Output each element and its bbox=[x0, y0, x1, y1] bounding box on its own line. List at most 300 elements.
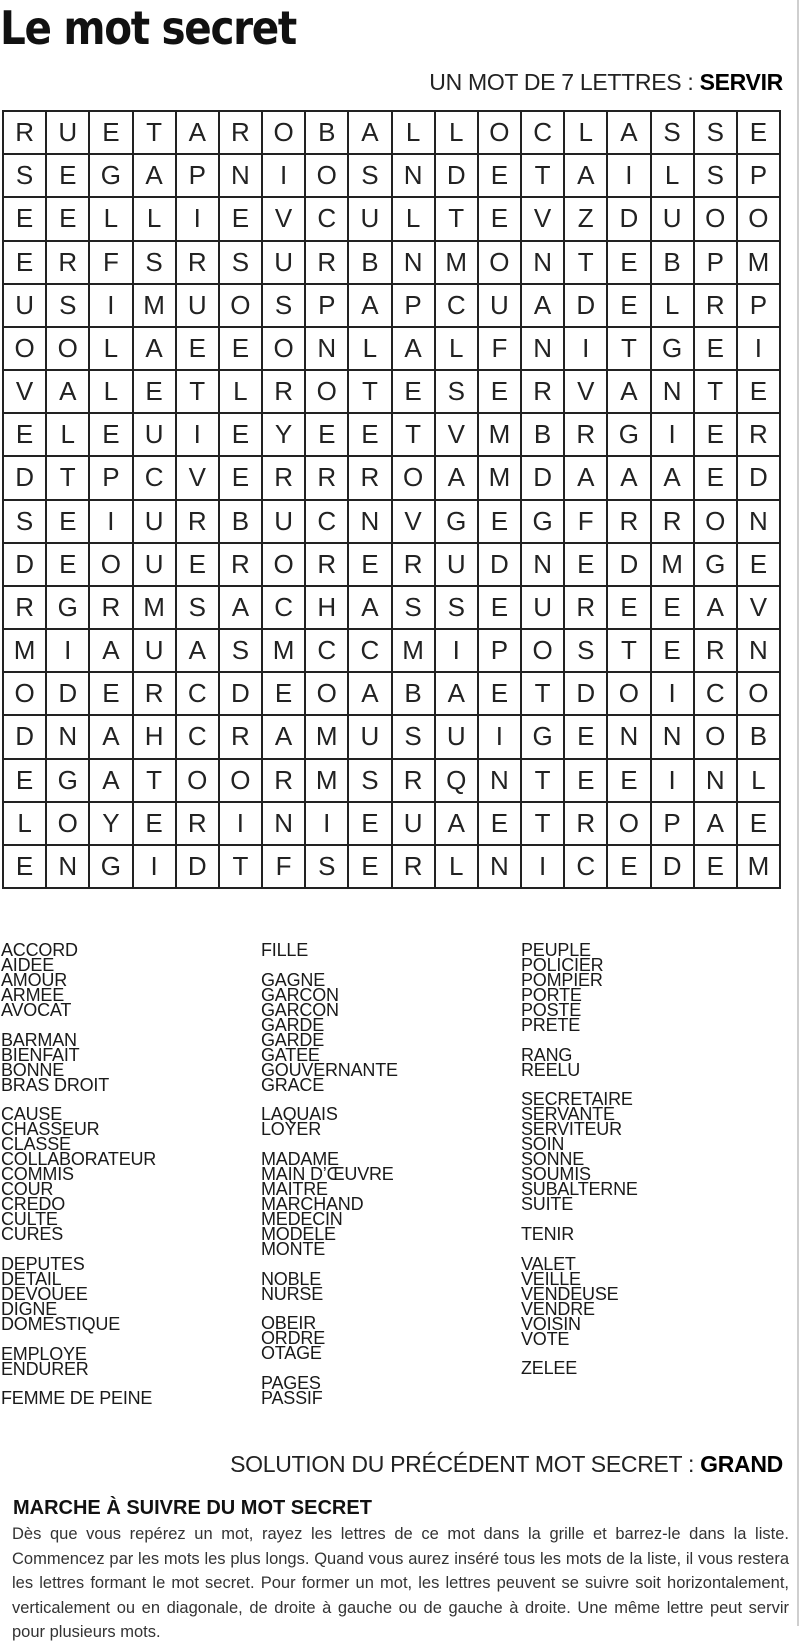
word-list-item[interactable]: PORTE bbox=[521, 985, 582, 1005]
word-list-item[interactable]: FEMME DE PEINE bbox=[1, 1388, 153, 1409]
grid-cell[interactable]: A bbox=[177, 630, 220, 673]
word-list-item[interactable]: VALET bbox=[521, 1253, 576, 1274]
grid-cell[interactable]: G bbox=[90, 846, 133, 889]
word-list-item[interactable]: DEPUTES bbox=[1, 1254, 85, 1275]
word-list-item[interactable]: LOYER bbox=[261, 1119, 322, 1140]
grid-cell[interactable]: Z bbox=[565, 198, 608, 241]
grid-cell[interactable]: I bbox=[90, 285, 133, 328]
grid-cell[interactable]: I bbox=[177, 414, 220, 457]
grid-cell[interactable]: P bbox=[306, 285, 349, 328]
word-list-item[interactable]: SERVITEUR bbox=[521, 1119, 622, 1140]
word-list-item[interactable]: GARDE bbox=[261, 1029, 325, 1050]
grid-cell[interactable]: E bbox=[652, 587, 695, 630]
grid-cell[interactable]: T bbox=[220, 846, 263, 889]
grid-cell[interactable]: L bbox=[436, 846, 479, 889]
grid-cell[interactable]: M bbox=[263, 630, 306, 673]
grid-cell[interactable]: M bbox=[479, 457, 522, 500]
grid-cell[interactable]: G bbox=[47, 587, 90, 630]
grid-cell[interactable]: L bbox=[134, 198, 177, 241]
grid-cell[interactable]: I bbox=[436, 630, 479, 673]
grid-cell[interactable]: I bbox=[90, 501, 133, 544]
grid-cell[interactable]: H bbox=[306, 587, 349, 630]
word-list-item[interactable]: ZELEE bbox=[521, 1358, 578, 1379]
grid-cell[interactable]: B bbox=[306, 112, 349, 155]
grid-cell[interactable]: E bbox=[695, 846, 738, 889]
grid-cell[interactable]: O bbox=[479, 242, 522, 285]
grid-cell[interactable]: E bbox=[263, 673, 306, 716]
grid-cell[interactable]: E bbox=[565, 760, 608, 803]
grid-cell[interactable]: O bbox=[522, 630, 565, 673]
grid-cell[interactable]: S bbox=[393, 587, 436, 630]
grid-cell[interactable]: R bbox=[220, 112, 263, 155]
grid-cell[interactable]: L bbox=[393, 198, 436, 241]
grid-cell[interactable]: G bbox=[436, 501, 479, 544]
grid-cell[interactable]: B bbox=[738, 716, 781, 759]
grid-cell[interactable]: R bbox=[4, 112, 47, 155]
grid-cell[interactable]: N bbox=[220, 155, 263, 198]
grid-cell[interactable]: R bbox=[263, 457, 306, 500]
grid-cell[interactable]: D bbox=[177, 846, 220, 889]
word-list-item[interactable]: ORDRE bbox=[261, 1328, 326, 1349]
grid-cell[interactable]: N bbox=[349, 501, 392, 544]
grid-cell[interactable]: I bbox=[47, 630, 90, 673]
grid-cell[interactable]: A bbox=[695, 803, 738, 846]
grid-cell[interactable]: E bbox=[349, 544, 392, 587]
grid-cell[interactable]: F bbox=[90, 242, 133, 285]
grid-cell[interactable]: Y bbox=[263, 414, 306, 457]
grid-cell[interactable]: U bbox=[134, 630, 177, 673]
word-list-item[interactable]: CHASSEUR bbox=[1, 1119, 100, 1140]
word-list-item[interactable]: MARCHAND bbox=[261, 1194, 364, 1215]
word-list-item[interactable]: VEILLE bbox=[521, 1268, 581, 1289]
grid-cell[interactable]: N bbox=[47, 716, 90, 759]
grid-cell[interactable]: A bbox=[349, 587, 392, 630]
grid-cell[interactable]: D bbox=[522, 457, 565, 500]
grid-cell[interactable]: D bbox=[608, 544, 651, 587]
grid-cell[interactable]: R bbox=[177, 803, 220, 846]
grid-cell[interactable]: H bbox=[134, 716, 177, 759]
grid-cell[interactable]: R bbox=[393, 544, 436, 587]
grid-cell[interactable]: G bbox=[695, 544, 738, 587]
grid-cell[interactable]: E bbox=[479, 155, 522, 198]
grid-cell[interactable]: S bbox=[436, 587, 479, 630]
word-list-item[interactable]: LAQUAIS bbox=[261, 1104, 338, 1125]
grid-cell[interactable]: E bbox=[47, 501, 90, 544]
word-list-item[interactable]: GARCON bbox=[261, 999, 339, 1020]
grid-cell[interactable]: S bbox=[695, 155, 738, 198]
grid-cell[interactable]: I bbox=[565, 328, 608, 371]
grid-cell[interactable]: S bbox=[306, 846, 349, 889]
grid-cell[interactable]: R bbox=[220, 544, 263, 587]
grid-cell[interactable]: S bbox=[177, 587, 220, 630]
word-list-item[interactable]: VOTE bbox=[521, 1328, 570, 1349]
grid-cell[interactable]: A bbox=[565, 457, 608, 500]
grid-cell[interactable]: O bbox=[738, 198, 781, 241]
grid-cell[interactable]: E bbox=[134, 371, 177, 414]
grid-cell[interactable]: N bbox=[522, 544, 565, 587]
grid-cell[interactable]: M bbox=[652, 544, 695, 587]
grid-cell[interactable]: M bbox=[393, 630, 436, 673]
grid-cell[interactable]: O bbox=[263, 112, 306, 155]
grid-cell[interactable]: E bbox=[177, 544, 220, 587]
grid-cell[interactable]: T bbox=[134, 112, 177, 155]
word-list-item[interactable]: CLASSE bbox=[1, 1134, 71, 1155]
word-list-item[interactable]: POSTE bbox=[521, 1000, 582, 1020]
grid-cell[interactable]: V bbox=[738, 587, 781, 630]
grid-cell[interactable]: E bbox=[608, 285, 651, 328]
grid-cell[interactable]: D bbox=[4, 544, 47, 587]
grid-cell[interactable]: R bbox=[90, 587, 133, 630]
word-list-item[interactable]: TENIR bbox=[521, 1224, 575, 1245]
grid-cell[interactable]: A bbox=[565, 155, 608, 198]
grid-cell[interactable]: M bbox=[436, 242, 479, 285]
grid-cell[interactable]: A bbox=[90, 630, 133, 673]
grid-cell[interactable]: N bbox=[738, 630, 781, 673]
grid-cell[interactable]: N bbox=[695, 760, 738, 803]
grid-cell[interactable]: U bbox=[479, 285, 522, 328]
grid-cell[interactable]: T bbox=[695, 371, 738, 414]
grid-cell[interactable]: R bbox=[306, 544, 349, 587]
word-list-item[interactable]: PAGES bbox=[261, 1373, 321, 1394]
grid-cell[interactable]: R bbox=[134, 673, 177, 716]
word-list-item[interactable]: EMPLOYE bbox=[1, 1343, 87, 1364]
word-list-item[interactable]: SUBALTERNE bbox=[521, 1179, 638, 1200]
grid-cell[interactable]: N bbox=[608, 716, 651, 759]
grid-cell[interactable]: A bbox=[134, 155, 177, 198]
grid-cell[interactable]: O bbox=[695, 501, 738, 544]
grid-cell[interactable]: R bbox=[263, 760, 306, 803]
grid-cell[interactable]: P bbox=[652, 803, 695, 846]
grid-cell[interactable]: U bbox=[177, 285, 220, 328]
grid-cell[interactable]: E bbox=[220, 414, 263, 457]
grid-cell[interactable]: T bbox=[47, 457, 90, 500]
word-list-item[interactable]: MAITRE bbox=[261, 1179, 328, 1200]
grid-cell[interactable]: E bbox=[738, 371, 781, 414]
grid-cell[interactable]: R bbox=[522, 371, 565, 414]
grid-cell[interactable]: C bbox=[177, 716, 220, 759]
grid-cell[interactable]: O bbox=[695, 716, 738, 759]
grid-cell[interactable]: S bbox=[220, 630, 263, 673]
grid-cell[interactable]: E bbox=[479, 673, 522, 716]
grid-cell[interactable]: M bbox=[134, 587, 177, 630]
grid-cell[interactable]: N bbox=[263, 803, 306, 846]
grid-cell[interactable]: N bbox=[652, 716, 695, 759]
grid-cell[interactable]: A bbox=[695, 587, 738, 630]
word-list-item[interactable]: OTAGE bbox=[261, 1343, 322, 1364]
word-list-item[interactable]: MEDECIN bbox=[261, 1209, 343, 1230]
grid-cell[interactable]: V bbox=[522, 198, 565, 241]
word-list-item[interactable]: MODELE bbox=[261, 1224, 336, 1245]
word-list-item[interactable]: GARCON bbox=[261, 984, 339, 1005]
grid-cell[interactable]: V bbox=[436, 414, 479, 457]
word-list-item[interactable]: DIGNE bbox=[1, 1299, 58, 1320]
grid-cell[interactable]: E bbox=[738, 803, 781, 846]
grid-cell[interactable]: A bbox=[177, 112, 220, 155]
grid-cell[interactable]: E bbox=[4, 414, 47, 457]
grid-cell[interactable]: M bbox=[479, 414, 522, 457]
grid-cell[interactable]: O bbox=[220, 285, 263, 328]
grid-cell[interactable]: U bbox=[393, 803, 436, 846]
word-list-item[interactable]: MADAME bbox=[261, 1149, 339, 1170]
grid-cell[interactable]: E bbox=[349, 803, 392, 846]
word-list-item[interactable]: AMOUR bbox=[1, 970, 67, 990]
word-list-item[interactable]: GAGNE bbox=[261, 969, 326, 990]
grid-cell[interactable]: A bbox=[608, 112, 651, 155]
grid-cell[interactable]: F bbox=[263, 846, 306, 889]
grid-cell[interactable]: R bbox=[393, 760, 436, 803]
grid-cell[interactable]: O bbox=[47, 803, 90, 846]
grid-cell[interactable]: U bbox=[436, 716, 479, 759]
grid-cell[interactable]: L bbox=[90, 328, 133, 371]
grid-cell[interactable]: I bbox=[652, 673, 695, 716]
grid-cell[interactable]: V bbox=[177, 457, 220, 500]
grid-cell[interactable]: R bbox=[695, 630, 738, 673]
grid-cell[interactable]: U bbox=[134, 544, 177, 587]
grid-cell[interactable]: B bbox=[393, 673, 436, 716]
grid-cell[interactable]: R bbox=[177, 501, 220, 544]
grid-cell[interactable]: N bbox=[479, 846, 522, 889]
grid-cell[interactable]: E bbox=[608, 846, 651, 889]
grid-cell[interactable]: O bbox=[90, 544, 133, 587]
grid-cell[interactable]: S bbox=[134, 242, 177, 285]
grid-cell[interactable]: I bbox=[608, 155, 651, 198]
grid-cell[interactable]: I bbox=[177, 198, 220, 241]
word-list-item[interactable]: ACCORD bbox=[1, 940, 78, 960]
grid-cell[interactable]: R bbox=[652, 501, 695, 544]
grid-cell[interactable]: A bbox=[263, 716, 306, 759]
grid-cell[interactable]: A bbox=[522, 285, 565, 328]
grid-cell[interactable]: O bbox=[47, 328, 90, 371]
grid-cell[interactable]: L bbox=[738, 760, 781, 803]
grid-cell[interactable]: T bbox=[608, 328, 651, 371]
grid-cell[interactable]: B bbox=[349, 242, 392, 285]
grid-cell[interactable]: E bbox=[608, 587, 651, 630]
grid-cell[interactable]: R bbox=[349, 457, 392, 500]
grid-cell[interactable]: S bbox=[263, 285, 306, 328]
grid-cell[interactable]: N bbox=[47, 846, 90, 889]
grid-cell[interactable]: R bbox=[738, 414, 781, 457]
grid-cell[interactable]: M bbox=[738, 242, 781, 285]
grid-cell[interactable]: I bbox=[652, 414, 695, 457]
grid-cell[interactable]: U bbox=[263, 242, 306, 285]
grid-cell[interactable]: A bbox=[652, 457, 695, 500]
grid-cell[interactable]: R bbox=[695, 285, 738, 328]
word-list-item[interactable]: POMPIER bbox=[521, 970, 603, 990]
grid-cell[interactable]: Y bbox=[90, 803, 133, 846]
grid-cell[interactable]: L bbox=[90, 371, 133, 414]
grid-cell[interactable]: L bbox=[436, 112, 479, 155]
grid-cell[interactable]: E bbox=[90, 414, 133, 457]
grid-cell[interactable]: T bbox=[522, 673, 565, 716]
grid-cell[interactable]: C bbox=[306, 198, 349, 241]
grid-cell[interactable]: S bbox=[220, 242, 263, 285]
grid-cell[interactable]: O bbox=[608, 673, 651, 716]
word-list-item[interactable]: BIENFAIT bbox=[1, 1044, 80, 1065]
grid-cell[interactable]: D bbox=[608, 198, 651, 241]
word-list-item[interactable]: AIDEE bbox=[1, 955, 55, 975]
grid-cell[interactable]: E bbox=[349, 414, 392, 457]
grid-cell[interactable]: O bbox=[4, 673, 47, 716]
grid-cell[interactable]: P bbox=[738, 285, 781, 328]
grid-cell[interactable]: U bbox=[349, 716, 392, 759]
grid-cell[interactable]: T bbox=[177, 371, 220, 414]
grid-cell[interactable]: R bbox=[306, 457, 349, 500]
word-list-item[interactable]: VENDRE bbox=[521, 1298, 595, 1319]
grid-cell[interactable]: R bbox=[608, 501, 651, 544]
grid-cell[interactable]: E bbox=[47, 198, 90, 241]
grid-cell[interactable]: C bbox=[306, 501, 349, 544]
grid-cell[interactable]: F bbox=[479, 328, 522, 371]
grid-cell[interactable]: D bbox=[479, 544, 522, 587]
word-list-item[interactable]: REELU bbox=[521, 1059, 581, 1080]
grid-cell[interactable]: M bbox=[306, 760, 349, 803]
grid-cell[interactable]: I bbox=[263, 155, 306, 198]
grid-cell[interactable]: O bbox=[608, 803, 651, 846]
grid-cell[interactable]: S bbox=[652, 112, 695, 155]
grid-cell[interactable]: U bbox=[349, 198, 392, 241]
grid-cell[interactable]: I bbox=[738, 328, 781, 371]
grid-cell[interactable]: O bbox=[306, 673, 349, 716]
grid-cell[interactable]: A bbox=[608, 371, 651, 414]
grid-cell[interactable]: G bbox=[47, 760, 90, 803]
word-list-item[interactable]: SOIN bbox=[521, 1134, 565, 1155]
word-list-item[interactable]: CREDO bbox=[1, 1194, 66, 1215]
grid-cell[interactable]: R bbox=[177, 242, 220, 285]
grid-cell[interactable]: R bbox=[4, 587, 47, 630]
grid-cell[interactable]: R bbox=[306, 242, 349, 285]
word-list-item[interactable]: BONNE bbox=[1, 1059, 65, 1080]
grid-cell[interactable]: U bbox=[47, 112, 90, 155]
grid-cell[interactable]: L bbox=[349, 328, 392, 371]
grid-cell[interactable]: S bbox=[695, 112, 738, 155]
grid-cell[interactable]: P bbox=[90, 457, 133, 500]
word-list-item[interactable]: SOUMIS bbox=[521, 1164, 591, 1185]
grid-cell[interactable]: D bbox=[220, 673, 263, 716]
grid-cell[interactable]: P bbox=[177, 155, 220, 198]
grid-cell[interactable]: B bbox=[220, 501, 263, 544]
grid-cell[interactable]: E bbox=[90, 673, 133, 716]
grid-cell[interactable]: O bbox=[263, 544, 306, 587]
grid-cell[interactable]: G bbox=[608, 414, 651, 457]
grid-cell[interactable]: O bbox=[177, 760, 220, 803]
grid-cell[interactable]: A bbox=[393, 328, 436, 371]
grid-cell[interactable]: E bbox=[479, 501, 522, 544]
word-list-item[interactable]: VENDEUSE bbox=[521, 1283, 619, 1304]
word-list-item[interactable]: SUITE bbox=[521, 1194, 574, 1215]
grid-cell[interactable]: G bbox=[522, 716, 565, 759]
grid-cell[interactable]: L bbox=[47, 414, 90, 457]
grid-cell[interactable]: L bbox=[652, 285, 695, 328]
grid-cell[interactable]: O bbox=[306, 371, 349, 414]
grid-cell[interactable]: A bbox=[436, 803, 479, 846]
grid-cell[interactable]: S bbox=[4, 501, 47, 544]
grid-cell[interactable]: U bbox=[134, 501, 177, 544]
grid-cell[interactable]: C bbox=[349, 630, 392, 673]
grid-cell[interactable]: A bbox=[349, 285, 392, 328]
grid-cell[interactable]: O bbox=[393, 457, 436, 500]
grid-cell[interactable]: A bbox=[47, 371, 90, 414]
grid-cell[interactable]: D bbox=[565, 285, 608, 328]
grid-cell[interactable]: P bbox=[695, 242, 738, 285]
grid-cell[interactable]: C bbox=[695, 673, 738, 716]
grid-cell[interactable]: C bbox=[263, 587, 306, 630]
grid-cell[interactable]: E bbox=[306, 414, 349, 457]
grid-cell[interactable]: T bbox=[608, 630, 651, 673]
grid-cell[interactable]: E bbox=[220, 198, 263, 241]
grid-cell[interactable]: G bbox=[652, 328, 695, 371]
grid-cell[interactable]: N bbox=[393, 155, 436, 198]
grid-cell[interactable]: N bbox=[522, 242, 565, 285]
grid-cell[interactable]: U bbox=[522, 587, 565, 630]
grid-cell[interactable]: T bbox=[436, 198, 479, 241]
grid-cell[interactable]: I bbox=[652, 760, 695, 803]
word-list-item[interactable]: AVOCAT bbox=[1, 1000, 72, 1020]
grid-cell[interactable]: L bbox=[4, 803, 47, 846]
grid-cell[interactable]: C bbox=[565, 846, 608, 889]
word-list-item[interactable]: GARDE bbox=[261, 1014, 325, 1035]
grid-cell[interactable]: N bbox=[393, 242, 436, 285]
grid-cell[interactable]: E bbox=[608, 760, 651, 803]
word-list-item[interactable]: CULTE bbox=[1, 1209, 58, 1230]
grid-cell[interactable]: O bbox=[479, 112, 522, 155]
word-list-item[interactable]: PASSIF bbox=[261, 1388, 323, 1409]
grid-cell[interactable]: O bbox=[695, 198, 738, 241]
grid-cell[interactable]: N bbox=[522, 328, 565, 371]
grid-cell[interactable]: I bbox=[220, 803, 263, 846]
grid-cell[interactable]: U bbox=[436, 544, 479, 587]
word-list-item[interactable]: RANG bbox=[521, 1044, 573, 1065]
grid-cell[interactable]: E bbox=[695, 414, 738, 457]
grid-cell[interactable]: E bbox=[4, 760, 47, 803]
grid-cell[interactable]: O bbox=[263, 328, 306, 371]
word-list-item[interactable]: GOUVERNANTE bbox=[261, 1059, 398, 1080]
grid-cell[interactable]: L bbox=[393, 112, 436, 155]
grid-cell[interactable]: M bbox=[4, 630, 47, 673]
grid-cell[interactable]: E bbox=[479, 198, 522, 241]
grid-cell[interactable]: V bbox=[565, 371, 608, 414]
grid-cell[interactable]: A bbox=[436, 457, 479, 500]
grid-cell[interactable]: T bbox=[522, 760, 565, 803]
grid-cell[interactable]: E bbox=[479, 587, 522, 630]
grid-cell[interactable]: I bbox=[306, 803, 349, 846]
grid-cell[interactable]: E bbox=[565, 716, 608, 759]
grid-cell[interactable]: D bbox=[565, 673, 608, 716]
word-list-item[interactable]: DOMESTIQUE bbox=[1, 1314, 121, 1335]
grid-cell[interactable]: A bbox=[349, 673, 392, 716]
grid-cell[interactable]: C bbox=[306, 630, 349, 673]
grid-cell[interactable]: O bbox=[4, 328, 47, 371]
word-list-item[interactable]: GRACE bbox=[261, 1074, 325, 1095]
grid-cell[interactable]: L bbox=[652, 155, 695, 198]
grid-cell[interactable]: N bbox=[479, 760, 522, 803]
grid-cell[interactable]: L bbox=[565, 112, 608, 155]
word-list-item[interactable]: FILLE bbox=[261, 940, 309, 960]
grid-cell[interactable]: U bbox=[652, 198, 695, 241]
word-list-item[interactable]: COLLABORATEUR bbox=[1, 1149, 157, 1170]
word-list-item[interactable]: DEVOUEE bbox=[1, 1284, 88, 1305]
word-list-item[interactable]: MONTE bbox=[261, 1239, 325, 1260]
grid-cell[interactable]: E bbox=[738, 112, 781, 155]
grid-cell[interactable]: C bbox=[436, 285, 479, 328]
grid-cell[interactable]: S bbox=[349, 760, 392, 803]
grid-cell[interactable]: T bbox=[522, 155, 565, 198]
grid-cell[interactable]: D bbox=[436, 155, 479, 198]
grid-cell[interactable]: U bbox=[4, 285, 47, 328]
grid-cell[interactable]: G bbox=[522, 501, 565, 544]
word-list-item[interactable]: COMMIS bbox=[1, 1164, 74, 1185]
grid-cell[interactable]: S bbox=[393, 716, 436, 759]
grid-cell[interactable]: M bbox=[134, 285, 177, 328]
